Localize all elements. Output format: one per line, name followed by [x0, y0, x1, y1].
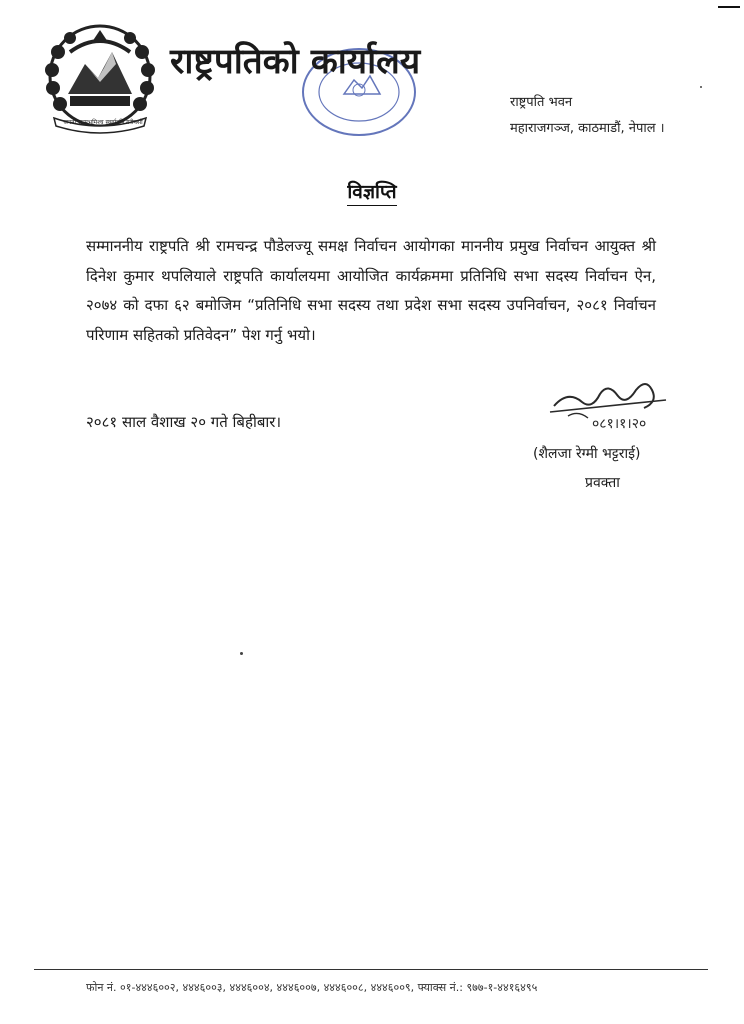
corner-mark	[718, 6, 740, 8]
notice-title-text: विज्ञप्ति	[347, 181, 396, 206]
emblem-caption: जननी जन्मभूमिश्च स्वर्गादपि गरीयसी	[63, 119, 143, 126]
handwritten-signature-icon	[548, 372, 670, 436]
scan-speck	[240, 652, 243, 655]
notice-title	[0, 178, 744, 204]
scan-speck	[700, 86, 702, 88]
notice-date: २०८१ साल वैशाख २० गते बिहीबार।	[86, 413, 282, 431]
address-block	[510, 90, 665, 142]
address-line-1: राष्ट्रपति भवन	[510, 95, 573, 110]
signer-name: (शैलजा रेग्मी भट्टराई)	[533, 446, 641, 462]
footer-contact: फोन नं. ०१-४४४६००२, ४४४६००३, ४४४६००४, ४४४६००७, ४४४६००८, ४४४६००९, फ्याक्स नं.: ९७७-१-४४१६४९५	[86, 981, 538, 994]
footer-rule	[34, 969, 708, 970]
office-title: राष्ट्रपतिको कार्यालय	[170, 41, 421, 82]
signature-date: ०८१।१।२०	[592, 416, 647, 432]
notice-body: सम्माननीय राष्ट्रपति श्री रामचन्द्र पौडेलज्यू समक्ष निर्वाचन आयोगका माननीय प्रमुख निर्वाचन आयुक्त श्री दिनेश कुमार थपलियाले राष्ट्रपति कार्यालयमा आयोजित कार्यक्रममा प्रतिनिधि सभा सदस्य निर्वाचन ऐन, २०७४ को दफा ६२ बमोजिम “प्रतिनिधि सभा सदस्य तथा प्रदेश सभा सदस्य उपनिर्वाचन, २०८१ निर्वाचन परिणाम सहितको प्रतिवेदन” पेश गर्नु भयो।	[86, 237, 656, 344]
signer-role: प्रवक्ता	[585, 475, 620, 491]
address-line-2: महाराजगञ्ज, काठमाडौं, नेपाल ।	[510, 121, 665, 136]
